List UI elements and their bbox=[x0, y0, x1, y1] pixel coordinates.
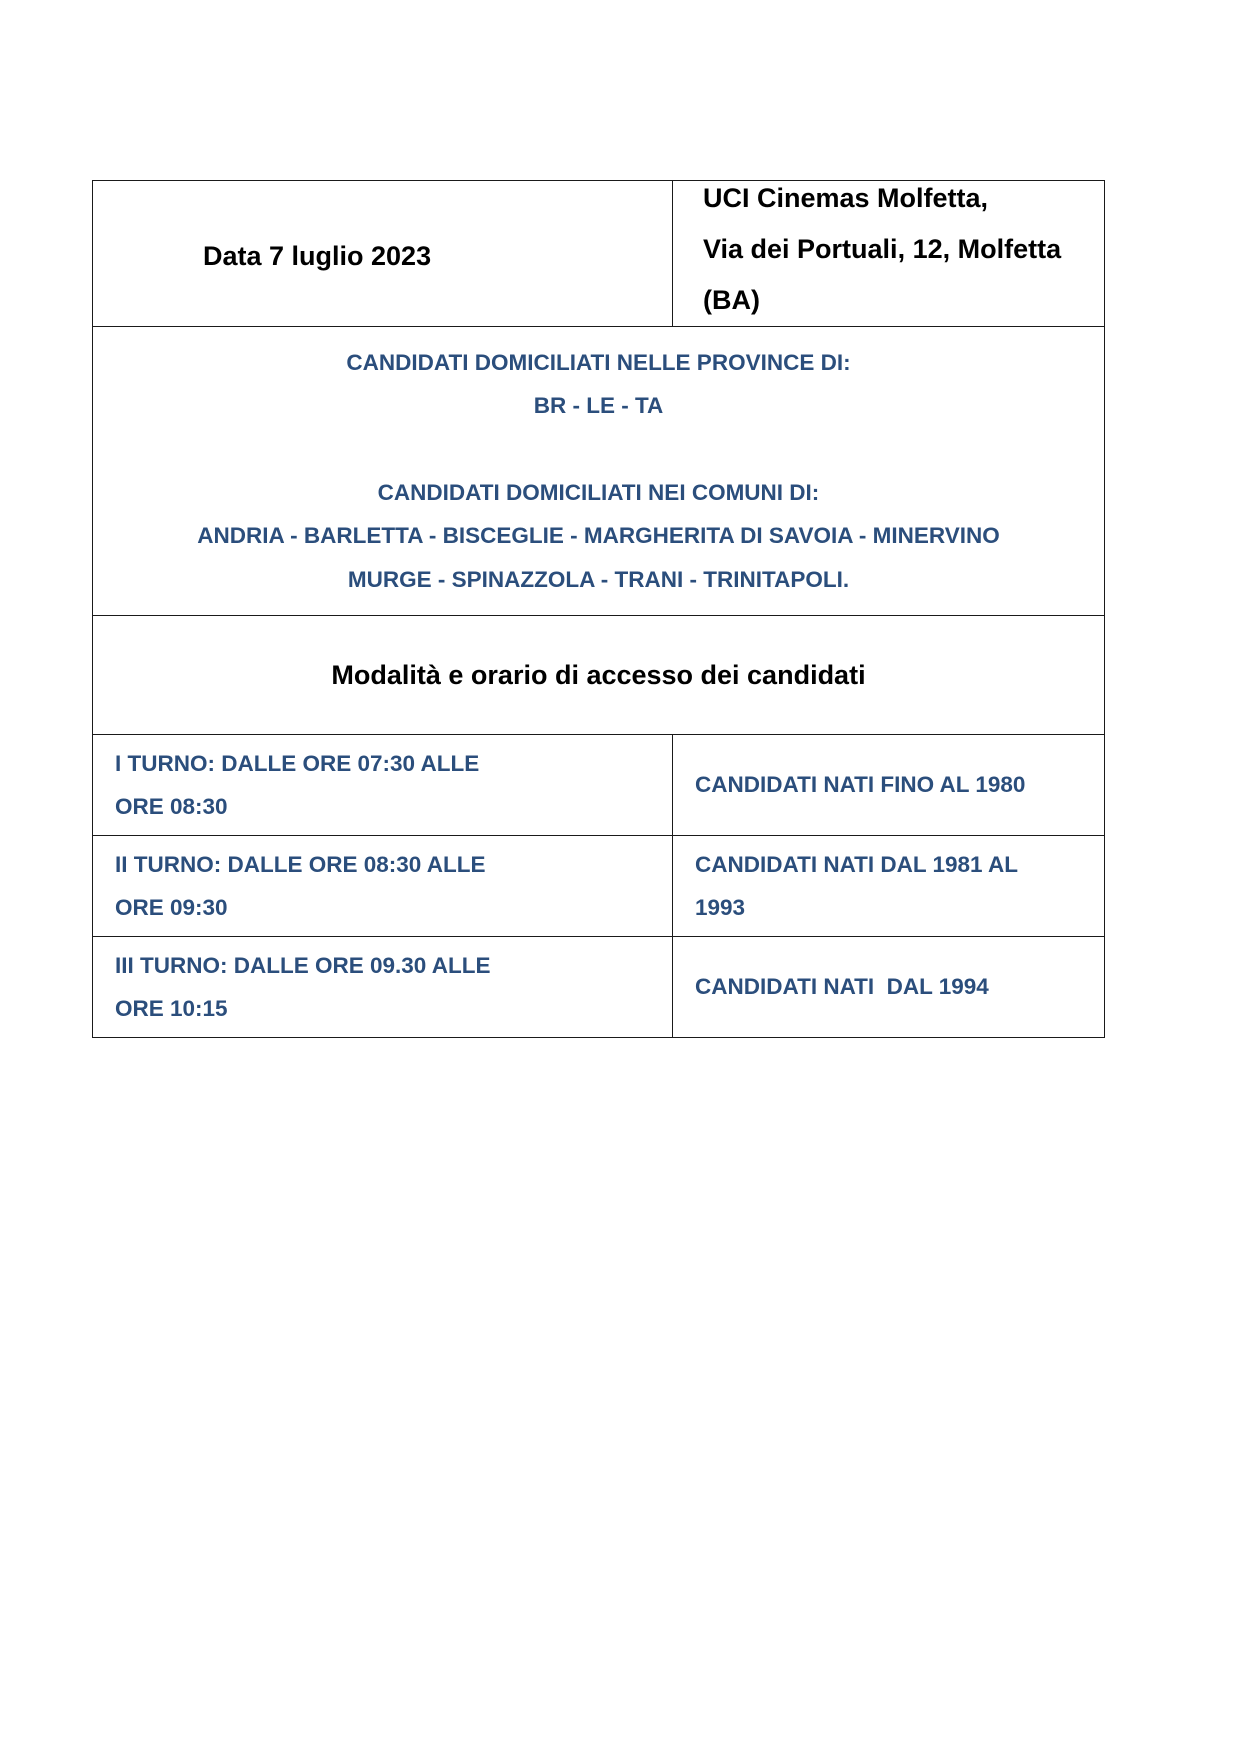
domicile-cell bbox=[93, 327, 1105, 616]
turn-group-line: 1993 bbox=[695, 895, 746, 920]
comuni-list-line: MURGE - SPINAZZOLA - TRANI - TRINITAPOLI. bbox=[347, 566, 850, 592]
exam-date: Data 7 luglio 2023 bbox=[203, 241, 432, 271]
turn-time-line: I TURNO: DALLE ORE 07:30 ALLE bbox=[115, 750, 480, 776]
turn-time-line: II TURNO: DALLE ORE 08:30 ALLE bbox=[115, 851, 486, 877]
turn-time-cell bbox=[93, 735, 673, 836]
turn-time-cell bbox=[93, 937, 673, 1038]
provinces-list: BR - LE - TA bbox=[533, 393, 664, 419]
turn-group-cell bbox=[673, 735, 1105, 836]
turn-row bbox=[93, 735, 1105, 836]
venue-line: (BA) bbox=[703, 285, 760, 315]
access-heading: Modalità e orario di accesso dei candidati bbox=[93, 616, 1105, 735]
exam-schedule-table bbox=[92, 180, 1105, 1038]
access-heading-row bbox=[93, 616, 1105, 735]
venue-address bbox=[673, 173, 1104, 326]
turn-group-cell bbox=[673, 937, 1105, 1038]
comuni-list-line: ANDRIA - BARLETTA - BISCEGLIE - MARGHERITA DI SAVOIA - MINERVINO bbox=[197, 523, 1000, 549]
turn-row bbox=[93, 937, 1105, 1038]
turn-group-line: CANDIDATI NATI DAL 1981 AL bbox=[695, 851, 1018, 877]
date-cell bbox=[93, 181, 673, 327]
turn-group-cell bbox=[673, 836, 1105, 937]
turn-time-line: ORE 10:15 bbox=[115, 996, 228, 1021]
turn-time-cell bbox=[93, 836, 673, 937]
venue-line: Via dei Portuali, 12, Molfetta bbox=[703, 234, 1062, 264]
turn-time-line: III TURNO: DALLE ORE 09.30 ALLE bbox=[115, 952, 491, 978]
domicile-row bbox=[93, 327, 1105, 616]
header-row bbox=[93, 181, 1105, 327]
venue-line: UCI Cinemas Molfetta, bbox=[703, 183, 989, 213]
turn-row bbox=[93, 836, 1105, 937]
venue-cell bbox=[673, 181, 1105, 327]
spacer bbox=[93, 428, 1104, 471]
turn-group-line: CANDIDATI NATI FINO AL 1980 bbox=[695, 772, 1026, 798]
comuni-heading: CANDIDATI DOMICILIATI NEI COMUNI DI: bbox=[377, 479, 820, 505]
turn-time-line: ORE 08:30 bbox=[115, 794, 228, 819]
turn-time-line: ORE 09:30 bbox=[115, 895, 228, 920]
provinces-heading: CANDIDATI DOMICILIATI NELLE PROVINCE DI: bbox=[346, 349, 851, 375]
turn-group-line: CANDIDATI NATI DAL 1994 bbox=[695, 974, 989, 1000]
